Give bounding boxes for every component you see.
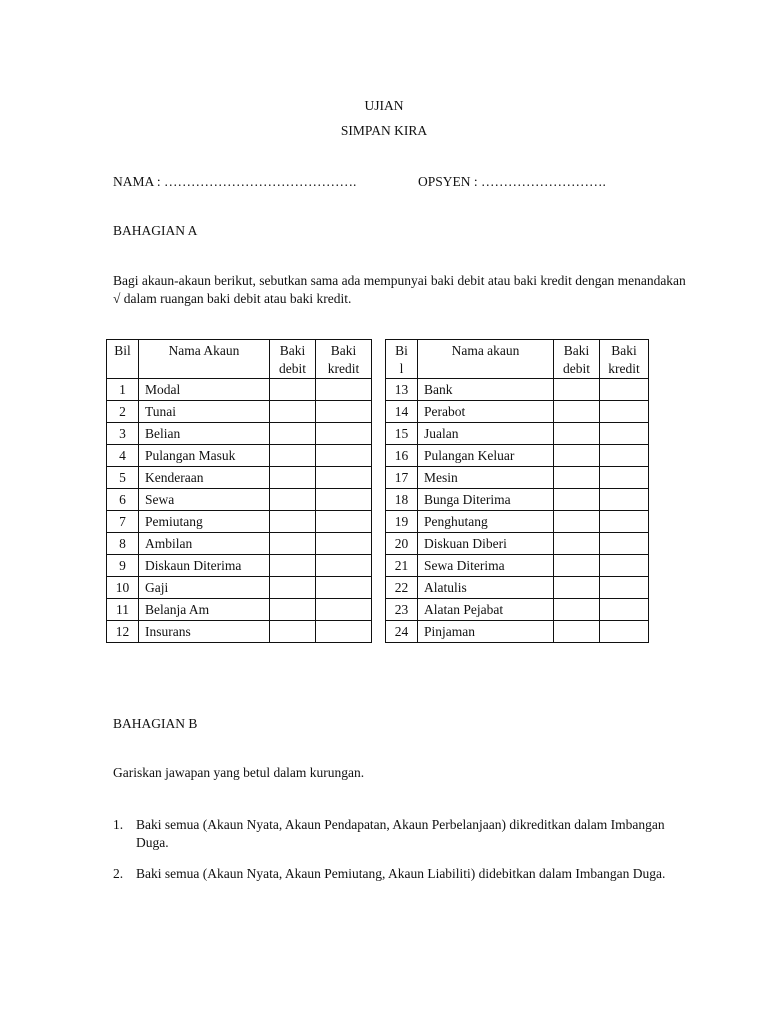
row-number: 2 <box>107 401 139 423</box>
table-row <box>107 467 372 489</box>
account-name: Kenderaan <box>139 467 270 489</box>
section-b-heading: BAHAGIAN B <box>113 716 198 731</box>
row-number: 6 <box>107 489 139 511</box>
account-name: Belian <box>139 423 270 445</box>
row-number: 8 <box>107 533 139 555</box>
credit-cell[interactable] <box>600 445 649 467</box>
credit-cell[interactable] <box>600 423 649 445</box>
row-number: 15 <box>386 423 418 445</box>
table-row <box>386 555 649 577</box>
credit-cell[interactable] <box>316 445 372 467</box>
row-number: 14 <box>386 401 418 423</box>
question-number: 2. <box>113 866 124 881</box>
table-row <box>107 445 372 467</box>
col-header-debit: Baki debit <box>554 340 600 379</box>
debit-cell[interactable] <box>554 533 600 555</box>
debit-cell[interactable] <box>270 511 316 533</box>
row-number: 22 <box>386 577 418 599</box>
section-b-instruction: Gariskan jawapan yang betul dalam kurungan. <box>113 765 365 780</box>
account-name: Bank <box>418 379 554 401</box>
table-header-row <box>107 340 372 379</box>
col-header-credit: Baki kredit <box>316 340 372 379</box>
col-header-account-name: Nama akaun <box>418 340 554 379</box>
debit-cell[interactable] <box>554 621 600 643</box>
row-number: 9 <box>107 555 139 577</box>
debit-cell[interactable] <box>270 401 316 423</box>
debit-cell[interactable] <box>270 467 316 489</box>
question-text: Baki semua (Akaun Nyata, Akaun Pendapatan, Akaun Perbelanjaan) dikreditkan dalam Imbangan Duga. <box>136 817 665 850</box>
account-name: Pinjaman <box>418 621 554 643</box>
credit-cell[interactable] <box>600 621 649 643</box>
debit-cell[interactable] <box>554 577 600 599</box>
credit-cell[interactable] <box>600 533 649 555</box>
question-text: Baki semua (Akaun Nyata, Akaun Pemiutang, Akaun Liabiliti) didebitkan dalam Imbangan Duga. <box>136 866 666 881</box>
credit-cell[interactable] <box>316 401 372 423</box>
table-row <box>107 577 372 599</box>
table-row <box>386 533 649 555</box>
table-row <box>386 511 649 533</box>
account-name: Insurans <box>139 621 270 643</box>
table-row <box>107 533 372 555</box>
account-name: Jualan <box>418 423 554 445</box>
account-name: Alatan Pejabat <box>418 599 554 621</box>
credit-cell[interactable] <box>600 489 649 511</box>
account-name: Pulangan Masuk <box>139 445 270 467</box>
account-name: Gaji <box>139 577 270 599</box>
debit-cell[interactable] <box>270 533 316 555</box>
account-name: Bunga Diterima <box>418 489 554 511</box>
question-item <box>113 865 693 905</box>
account-name: Pulangan Keluar <box>418 445 554 467</box>
credit-cell[interactable] <box>600 401 649 423</box>
credit-cell[interactable] <box>316 423 372 445</box>
col-header-credit: Baki kredit <box>600 340 649 379</box>
row-number: 19 <box>386 511 418 533</box>
question-number: 1. <box>113 817 124 832</box>
credit-cell[interactable] <box>316 599 372 621</box>
credit-cell[interactable] <box>316 555 372 577</box>
row-number: 1 <box>107 379 139 401</box>
row-number: 18 <box>386 489 418 511</box>
credit-cell[interactable] <box>600 467 649 489</box>
debit-cell[interactable] <box>554 489 600 511</box>
table-row <box>386 401 649 423</box>
table-row <box>386 599 649 621</box>
row-number: 13 <box>386 379 418 401</box>
row-number: 10 <box>107 577 139 599</box>
account-name: Sewa Diterima <box>418 555 554 577</box>
section-a-instruction: Bagi akaun-akaun berikut, sebutkan sama ada mempunyai baki debit atau baki kredit dengan menandakan √ dalam ruangan baki debit atau baki kredit. <box>113 273 686 306</box>
credit-cell[interactable] <box>316 467 372 489</box>
debit-cell[interactable] <box>270 621 316 643</box>
credit-cell[interactable] <box>600 599 649 621</box>
option-field: OPSYEN : ………………………. <box>418 174 606 189</box>
account-name: Belanja Am <box>139 599 270 621</box>
account-name: Tunai <box>139 401 270 423</box>
row-number: 20 <box>386 533 418 555</box>
account-name: Mesin <box>418 467 554 489</box>
debit-cell[interactable] <box>554 555 600 577</box>
account-name: Penghutang <box>418 511 554 533</box>
table-row <box>386 577 649 599</box>
debit-cell[interactable] <box>270 423 316 445</box>
debit-cell[interactable] <box>270 577 316 599</box>
account-name: Ambilan <box>139 533 270 555</box>
account-table-right <box>385 339 649 643</box>
row-number: 21 <box>386 555 418 577</box>
debit-cell[interactable] <box>554 423 600 445</box>
credit-cell[interactable] <box>600 555 649 577</box>
credit-cell[interactable] <box>600 577 649 599</box>
account-name: Modal <box>139 379 270 401</box>
table-row <box>386 379 649 401</box>
credit-cell[interactable] <box>600 379 649 401</box>
credit-cell[interactable] <box>316 379 372 401</box>
col-header-bil: Bi l <box>386 340 418 379</box>
account-table-left <box>106 339 372 643</box>
credit-cell[interactable] <box>600 511 649 533</box>
account-name: Alatulis <box>418 577 554 599</box>
credit-cell[interactable] <box>316 577 372 599</box>
table-header-row <box>386 340 649 379</box>
debit-cell[interactable] <box>270 445 316 467</box>
table-row <box>107 401 372 423</box>
credit-cell[interactable] <box>316 489 372 511</box>
debit-cell[interactable] <box>270 489 316 511</box>
account-name: Perabot <box>418 401 554 423</box>
table-row <box>107 621 372 643</box>
account-name: Sewa <box>139 489 270 511</box>
debit-cell[interactable] <box>554 467 600 489</box>
debit-cell[interactable] <box>554 379 600 401</box>
debit-cell[interactable] <box>270 599 316 621</box>
account-name: Diskaun Diterima <box>139 555 270 577</box>
account-name: Pemiutang <box>139 511 270 533</box>
col-header-debit: Baki debit <box>270 340 316 379</box>
exam-title: UJIAN <box>364 98 404 113</box>
col-header-account-name: Nama Akaun <box>139 340 270 379</box>
name-field: NAMA : ……………………………………. <box>113 174 357 189</box>
table-row <box>107 489 372 511</box>
row-number: 17 <box>386 467 418 489</box>
table-row <box>386 489 649 511</box>
table-row <box>107 599 372 621</box>
table-row <box>107 423 372 445</box>
debit-cell[interactable] <box>270 555 316 577</box>
credit-cell[interactable] <box>316 533 372 555</box>
row-number: 11 <box>107 599 139 621</box>
table-row <box>386 445 649 467</box>
debit-cell[interactable] <box>554 401 600 423</box>
credit-cell[interactable] <box>316 511 372 533</box>
row-number: 24 <box>386 621 418 643</box>
table-row <box>107 511 372 533</box>
question-item <box>113 816 693 856</box>
exam-subtitle: SIMPAN KIRA <box>340 123 428 138</box>
table-row <box>386 621 649 643</box>
credit-cell[interactable] <box>316 621 372 643</box>
row-number: 16 <box>386 445 418 467</box>
table-row <box>386 423 649 445</box>
row-number: 12 <box>107 621 139 643</box>
row-number: 4 <box>107 445 139 467</box>
row-number: 7 <box>107 511 139 533</box>
table-row <box>107 379 372 401</box>
debit-cell[interactable] <box>554 511 600 533</box>
account-name: Diskuan Diberi <box>418 533 554 555</box>
col-header-bil: Bil <box>107 340 139 379</box>
row-number: 23 <box>386 599 418 621</box>
table-row <box>386 467 649 489</box>
debit-cell[interactable] <box>270 379 316 401</box>
debit-cell[interactable] <box>554 445 600 467</box>
row-number: 5 <box>107 467 139 489</box>
row-number: 3 <box>107 423 139 445</box>
debit-cell[interactable] <box>554 599 600 621</box>
section-a-heading: BAHAGIAN A <box>113 223 198 238</box>
table-row <box>107 555 372 577</box>
